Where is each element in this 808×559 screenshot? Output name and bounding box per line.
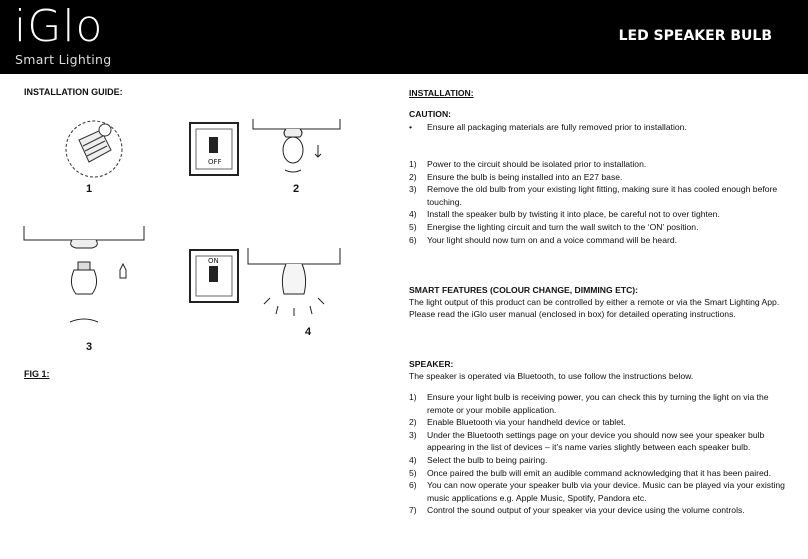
fig-1-label: FIG 1: bbox=[24, 369, 50, 379]
brand-logo: iGlo bbox=[14, 1, 104, 52]
smart-features-heading: SMART FEATURES (COLOUR CHANGE, DIMMING ETC): bbox=[409, 285, 638, 295]
list-item bbox=[409, 391, 789, 416]
smart-features-line-2: Please read the iGlo user manual (enclosed in box) for detailed operating instructions. bbox=[409, 309, 736, 319]
step-4-label: 4 bbox=[305, 326, 312, 338]
fig-3-illustration bbox=[24, 226, 144, 326]
list-text: Ensure your light bulb is receiving power, you can check this by turning the light on via the remote or your mobile application. bbox=[427, 392, 769, 415]
list-number: 5) bbox=[409, 467, 417, 478]
speaker-heading: SPEAKER: bbox=[409, 359, 454, 369]
list-item bbox=[409, 171, 789, 184]
header-bar bbox=[0, 0, 808, 74]
list-text: Control the sound output of your speaker via your device using the volume controls. bbox=[427, 505, 745, 516]
list-text: Under the Bluetooth settings page on your device you should now see your speaker bulb appearing in the list of devices – it’s name varies slightly between each speaker bulb. bbox=[427, 429, 765, 453]
step-3-label: 3 bbox=[86, 341, 93, 353]
switch-on-label: ON bbox=[208, 257, 219, 265]
fig-4-illustration bbox=[190, 248, 340, 328]
list-number: 4) bbox=[409, 209, 417, 220]
list-text: Once paired the bulb will emit an audible command acknowledging that it has been paired. bbox=[427, 467, 771, 478]
installation-heading: INSTALLATION: bbox=[409, 88, 474, 98]
installation-steps bbox=[409, 158, 789, 246]
list-item bbox=[409, 504, 789, 517]
list-text: You can now operate your speaker bulb via your device. Music can be played via your existing music applications e.g. Apple Music, Spotify, Pandora etc. bbox=[427, 480, 785, 503]
installation-guide-heading: INSTALLATION GUIDE: bbox=[24, 87, 123, 97]
speaker-intro: The speaker is operated via Bluetooth, to use follow the instructions below. bbox=[409, 371, 694, 381]
step-2-label: 2 bbox=[293, 183, 300, 195]
list-item bbox=[409, 467, 789, 480]
list-item bbox=[409, 416, 789, 429]
list-number: 2) bbox=[409, 417, 417, 428]
list-text: Ensure the bulb is being installed into an E27 base. bbox=[427, 171, 623, 182]
list-number: 1) bbox=[409, 392, 417, 402]
bullet: • bbox=[409, 122, 413, 132]
list-text: Your light should now turn on and a voice command will be heard. bbox=[427, 234, 678, 245]
switch-off-label: OFF bbox=[208, 158, 222, 166]
list-number: 6) bbox=[409, 234, 417, 245]
list-number: 3) bbox=[409, 429, 417, 440]
list-item bbox=[409, 234, 789, 247]
list-item bbox=[409, 183, 789, 208]
caution-item bbox=[409, 121, 807, 134]
fig-1-illustration bbox=[65, 118, 125, 180]
step-1-label: 1 bbox=[86, 183, 93, 195]
list-number: 5) bbox=[409, 221, 417, 232]
list-number: 1) bbox=[409, 159, 417, 169]
list-number: 2) bbox=[409, 171, 417, 182]
page-title: LED SPEAKER BULB bbox=[618, 28, 772, 44]
list-number: 3) bbox=[409, 184, 417, 195]
speaker-steps bbox=[409, 391, 789, 517]
list-item bbox=[409, 158, 789, 171]
caution-text: Ensure all packaging materials are fully removed prior to installation. bbox=[427, 122, 687, 132]
list-number: 7) bbox=[409, 505, 417, 516]
brand-tagline: Smart Lighting bbox=[15, 52, 112, 67]
list-item bbox=[409, 479, 789, 504]
list-text: Power to the circuit should be isolated prior to installation. bbox=[427, 159, 647, 169]
fig-2-illustration bbox=[190, 115, 340, 185]
list-number: 6) bbox=[409, 480, 417, 491]
list-text: Enable Bluetooth via your handheld device or tablet. bbox=[427, 417, 626, 428]
list-item bbox=[409, 208, 789, 221]
list-text: Select the bulb to being pairing. bbox=[427, 454, 548, 465]
list-text: Energise the lighting circuit and turn the wall switch to the ‘ON’ position. bbox=[427, 221, 699, 232]
list-item bbox=[409, 454, 789, 467]
list-text: Remove the old bulb from your existing light fitting, making sure it has cooled enough before touching. bbox=[427, 184, 778, 207]
list-number: 4) bbox=[409, 454, 417, 465]
list-item bbox=[409, 429, 789, 454]
list-item bbox=[409, 221, 789, 234]
smart-features-line-1: The light output of this product can be controlled by either a remote or via the Smart Lighting App. bbox=[409, 297, 780, 307]
list-text: Install the speaker bulb by twisting it into place, be careful not to over tighten. bbox=[427, 209, 720, 220]
caution-heading: CAUTION: bbox=[409, 109, 452, 119]
